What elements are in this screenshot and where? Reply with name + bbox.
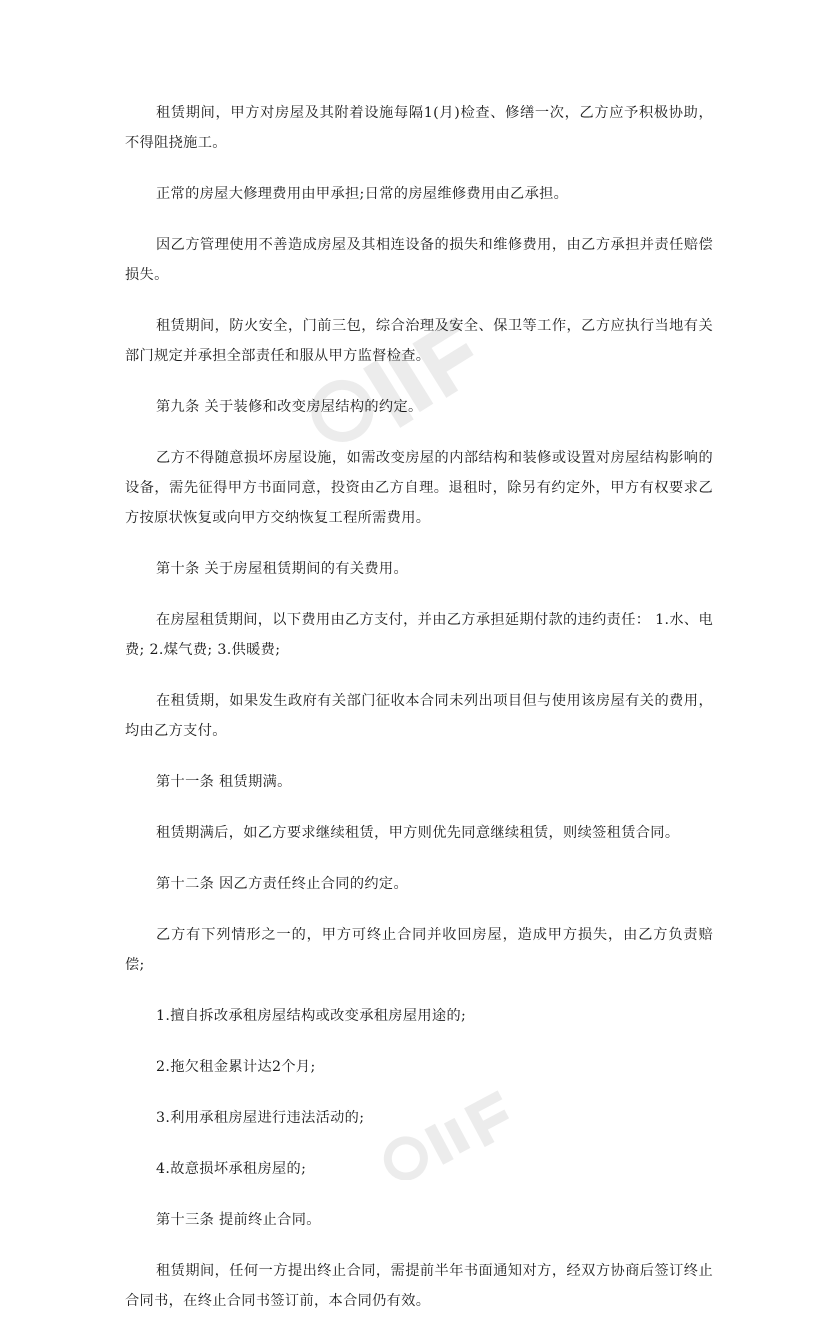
- clause-heading: 第十二条 因乙方责任终止合同的约定。: [156, 876, 408, 892]
- clause-heading: 第十一条 租赁期满。: [156, 774, 292, 790]
- clause-heading: 第十条 关于房屋租赁期间的有关费用。: [156, 561, 408, 577]
- paragraph: 在租赁期，如果发生政府有关部门征收本合同未列出项目但与使用该房屋有关的费用，均由乙方支付。: [125, 693, 713, 739]
- paragraph: 租赁期间，任何一方提出终止合同，需提前半年书面通知对方，经双方协商后签订终止合同书，在终止合同书签订前，本合同仍有效。: [125, 1263, 713, 1309]
- paragraph: 租赁期满后，如乙方要求继续租赁，甲方则优先同意继续租赁，则续签租赁合同。: [156, 825, 680, 841]
- paragraph: 租赁期间，防火安全，门前三包，综合治理及安全、保卫等工作，乙方应执行当地有关部门规定并承担全部责任和服从甲方监督检查。: [125, 318, 713, 364]
- list-item: 1.擅自拆改承租房屋结构或改变承租房屋用途的;: [156, 1008, 467, 1024]
- paragraph: 乙方不得随意损坏房屋设施，如需改变房屋的内部结构和装修或设置对房屋结构影响的设备，需先征得甲方书面同意，投资由乙方自理。退租时，除另有约定外，甲方有权要求乙方按原状恢复或向甲方交纳恢复工程所需费用。: [125, 450, 713, 526]
- paragraph: 在房屋租赁期间，以下费用由乙方支付，并由乙方承担延期付款的违约责任： 1.水、电费; 2.煤气费; 3.供暖费;: [125, 612, 713, 658]
- clause-heading: 第十三条 提前终止合同。: [156, 1212, 321, 1228]
- paragraph: 租赁期间，甲方对房屋及其附着设施每隔1(月)检查、修缮一次，乙方应予积极协助，不得阻挠施工。: [125, 105, 713, 151]
- list-item: 2.拖欠租金累计达2个月;: [156, 1059, 316, 1075]
- list-item: 3.利用承租房屋进行违法活动的;: [156, 1110, 365, 1126]
- paragraph: 乙方有下列情形之一的，甲方可终止合同并收回房屋，造成甲方损失，由乙方负责赔偿;: [125, 927, 713, 973]
- list-item: 4.故意损坏承租房屋的;: [156, 1161, 307, 1177]
- paragraph: 因乙方管理使用不善造成房屋及其相连设备的损失和维修费用，由乙方承担并责任赔偿损失。: [125, 237, 713, 283]
- clause-heading: 第九条 关于装修和改变房屋结构的约定。: [156, 399, 423, 415]
- paragraph: 正常的房屋大修理费用由甲承担;日常的房屋维修费用由乙承担。: [156, 186, 569, 202]
- document-body: [125, 98, 713, 1337]
